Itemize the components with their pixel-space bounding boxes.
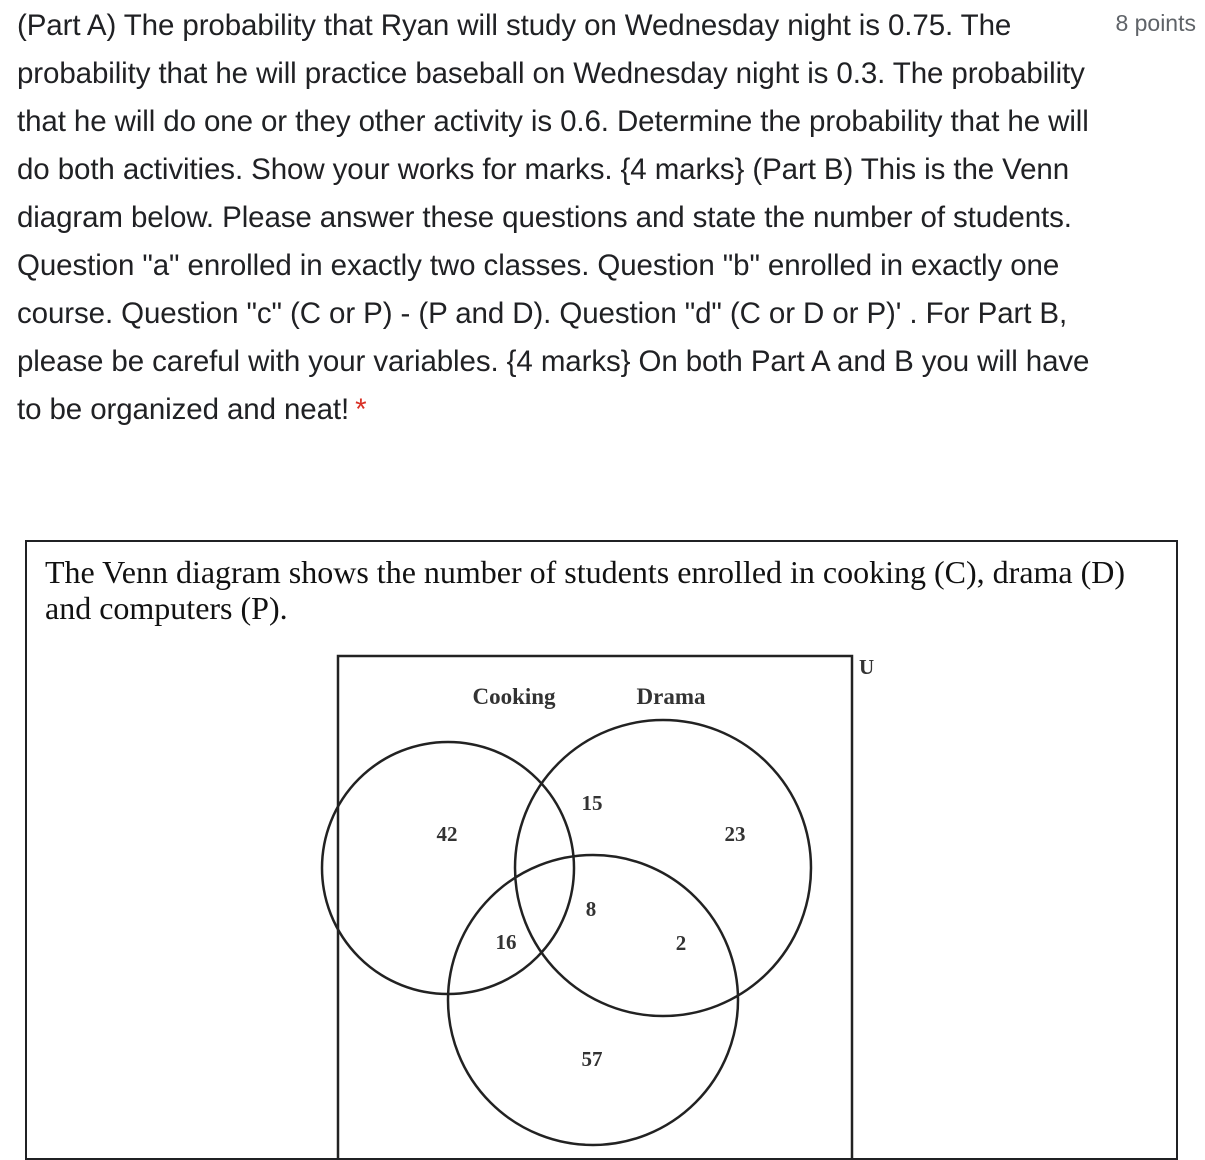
required-asterisk: * [355, 393, 367, 426]
drama-circle [515, 720, 811, 1016]
venn-caption: The Venn diagram shows the number of students enrolled in cooking (C), drama (D) and computers (P). [45, 554, 1126, 626]
region-computers-only: 57 [581, 1047, 603, 1071]
region-cooking-drama: 15 [581, 791, 603, 815]
region-drama-computers: 2 [675, 931, 687, 955]
question-title [17, 2, 1102, 434]
venn-diagram [27, 542, 1178, 1160]
venn-diagram-image [25, 540, 1178, 1160]
region-drama-only: 23 [724, 822, 746, 846]
cooking-label: Cooking [472, 684, 556, 709]
cooking-circle [322, 742, 574, 994]
points-label: 8 points [1115, 10, 1196, 36]
universal-set-label: U [859, 655, 875, 679]
region-cooking-computers: 16 [495, 930, 517, 954]
region-cooking-only: 42 [436, 822, 458, 846]
question-text: (Part A) The probability that Ryan will study on Wednesday night is 0.75. The probability that he will practice baseball on Wednesday night is 0.3. The probability that he will do one or they other activity is 0.6. Determine the probability that he will do both activities. Show your works for marks. {4 marks} (Part B) This is the Venn diagram below. Please answer these questions and state the number of students. Question "a" enrolled in exactly two classes. Question "b" enrolled in exactly one course. Question "c" (C or P) - (P and D). Question "d" (C or D or P)' . For Part B, please be careful with your variables. {4 marks} On both Part A and B you will have to be organized and neat! [17, 9, 1090, 426]
drama-label: Drama [636, 684, 706, 709]
region-all-three: 8 [585, 897, 597, 921]
